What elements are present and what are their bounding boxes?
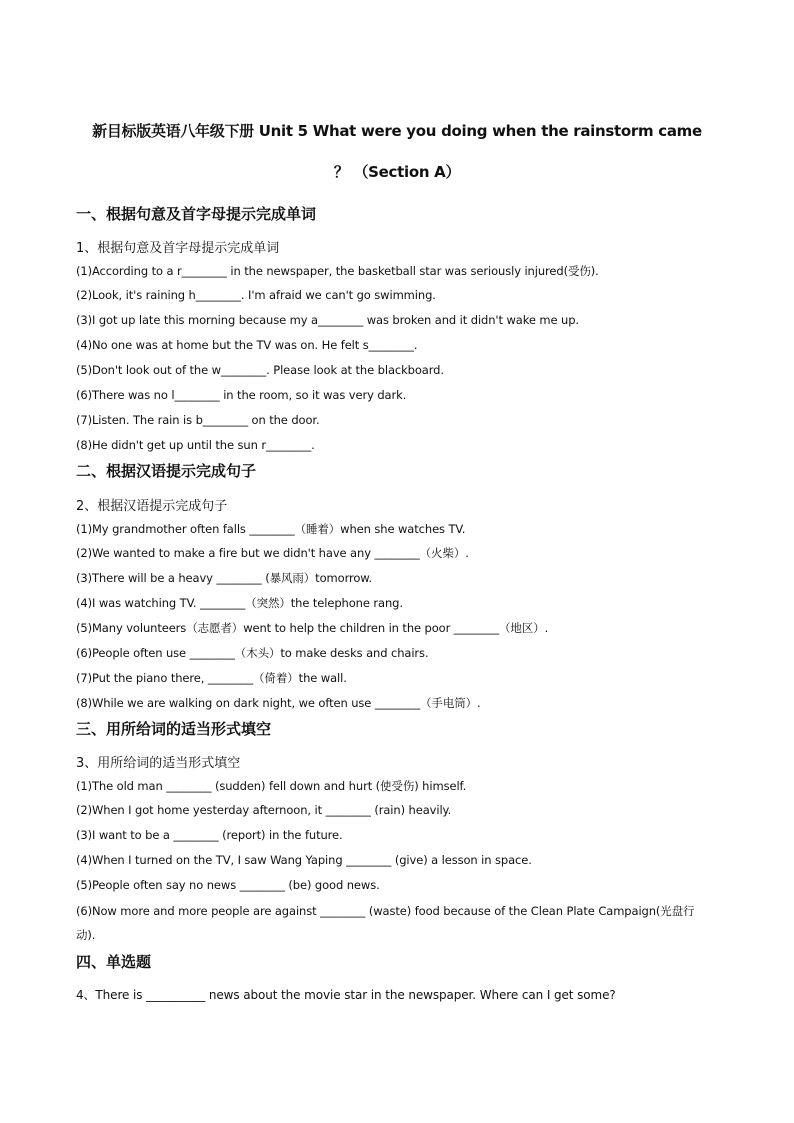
- exercise-line: (3)I got up late this morning because my a________ was broken and it didn't wake me up.: [76, 313, 579, 327]
- section-subheading-2: 2、根据汉语提示完成句子: [76, 499, 228, 514]
- section-heading-1: 一、根据句意及首字母提示完成单词: [76, 205, 317, 223]
- exercise-line: (3)I want to be a ________ (report) in the future.: [76, 828, 343, 842]
- section-subheading-1: 1、根据句意及首字母提示完成单词: [76, 241, 280, 256]
- document-title-line-1: 新目标版英语八年级下册 Unit 5 What were you doing when the rainstorm came: [92, 122, 702, 140]
- exercise-line: (7)Put the piano there, ________（倚着）the wall.: [76, 671, 347, 685]
- exercise-line: (4)No one was at home but the TV was on. He felt s________.: [76, 338, 418, 352]
- exercise-line: (1)According to a r________ in the newspaper, the basketball star was seriously injured(受伤).: [76, 264, 599, 278]
- exercise-line: (1)My grandmother often falls ________（睡着）when she watches TV.: [76, 522, 466, 536]
- exercise-line: (2)Look, it's raining h________. I'm afraid we can't go swimming.: [76, 288, 436, 302]
- exercise-line: (6)People often use ________（木头）to make desks and chairs.: [76, 646, 429, 660]
- exercise-line: (6)Now more and more people are against ________ (waste) food because of the Clean Plate Campaign(光盘行: [76, 904, 695, 918]
- exercise-line: (5)People often say no news ________ (be) good news.: [76, 878, 380, 892]
- exercise-line: (3)There will be a heavy ________ (暴风雨）tomorrow.: [76, 571, 373, 585]
- exercise-line: (4)When I turned on the TV, I saw Wang Yaping ________ (give) a lesson in space.: [76, 853, 532, 867]
- question-4: 4、There is __________ news about the movie star in the newspaper. Where can I get some?: [76, 988, 616, 1002]
- section-heading-3: 三、用所给词的适当形式填空: [76, 720, 272, 738]
- exercise-line: (5)Many volunteers（志愿者）went to help the children in the poor ________（地区）.: [76, 621, 549, 635]
- document-title-line-2: ？ （Section A）: [333, 163, 461, 181]
- section-heading-2: 二、根据汉语提示完成句子: [76, 462, 257, 480]
- exercise-line: (2)When I got home yesterday afternoon, it ________ (rain) heavily.: [76, 803, 452, 817]
- exercise-line: (7)Listen. The rain is b________ on the door.: [76, 413, 320, 427]
- exercise-line: (6)There was no l________ in the room, so it was very dark.: [76, 388, 407, 402]
- exercise-line: (8)While we are walking on dark night, we often use ________（手电筒）.: [76, 696, 481, 710]
- exercise-line: (8)He didn't get up until the sun r________.: [76, 438, 315, 452]
- exercise-line: (5)Don't look out of the w________. Please look at the blackboard.: [76, 363, 444, 377]
- exercise-line: (2)We wanted to make a fire but we didn't have any ________（火柴）.: [76, 546, 469, 560]
- exercise-line: (1)The old man ________ (sudden) fell down and hurt (使受伤) himself.: [76, 779, 467, 793]
- section-heading-4: 四、单选题: [76, 953, 152, 971]
- exercise-line: 动).: [76, 928, 96, 942]
- section-subheading-3: 3、用所给词的适当形式填空: [76, 756, 241, 771]
- exercise-line: (4)I was watching TV. ________（突然）the telephone rang.: [76, 596, 403, 610]
